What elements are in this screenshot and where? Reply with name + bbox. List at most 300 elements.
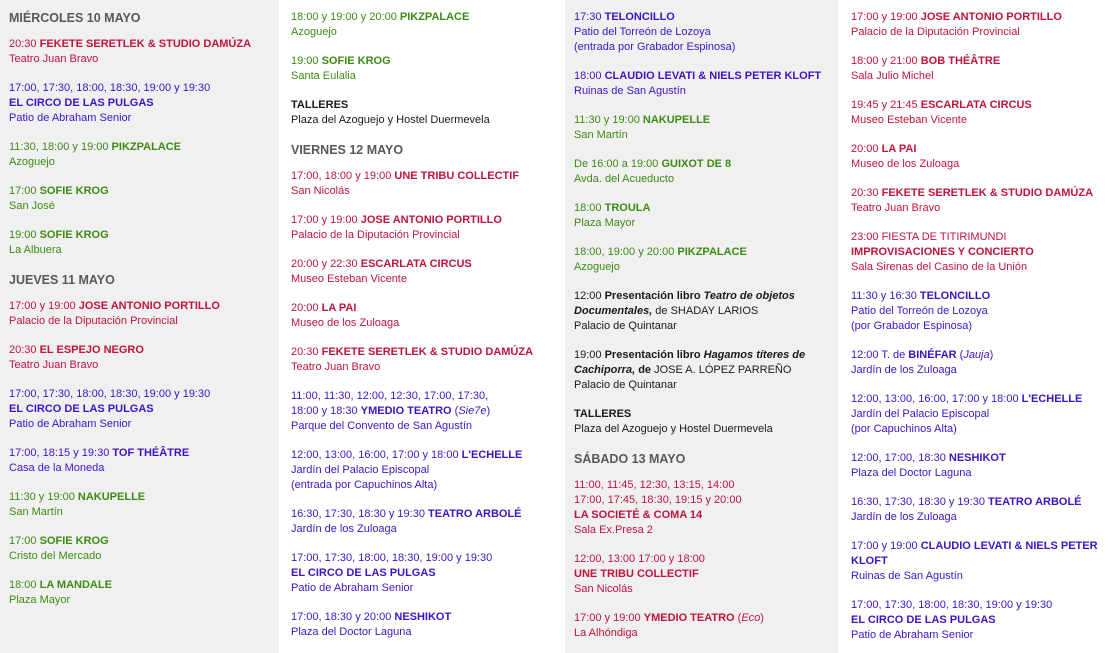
event-text: Teatro Juan Bravo xyxy=(851,202,941,214)
event-title-text: LA SOCIETÉ & COMA 14 xyxy=(574,509,703,521)
event-detail-line xyxy=(9,417,273,432)
event-header-line xyxy=(851,451,1108,466)
event-header-line xyxy=(851,289,1108,304)
event-header-line xyxy=(291,213,555,228)
event-text: 17:00 xyxy=(9,185,40,197)
event-header-line xyxy=(851,348,1108,363)
event-text: Sie7e xyxy=(458,405,487,417)
event-text: ) xyxy=(760,612,764,624)
event-text: Palacio de la Diputación Provincial xyxy=(291,229,460,241)
event-text: Sala Julio Michel xyxy=(851,70,934,82)
event-text: ( xyxy=(956,349,964,361)
event-title-text: GUIXOT DE 8 xyxy=(661,158,732,170)
schedule-column-4 xyxy=(842,0,1114,653)
event-detail-line xyxy=(574,40,832,55)
event-header-line xyxy=(291,389,555,404)
event-detail-line xyxy=(9,111,273,126)
event-text: Plaza Mayor xyxy=(9,594,71,606)
event-text: Palacio de Quintanar xyxy=(574,320,677,332)
event-text: 17:00 y 19:00 xyxy=(851,540,921,552)
event-text: (por Grabador Espinosa) xyxy=(851,320,973,332)
event-text: 11:30, 18:00 y 19:00 xyxy=(9,141,112,153)
event-title-text: Hagamos títeres de xyxy=(703,349,806,361)
event-text: de SHADAY LARIOS xyxy=(652,305,759,317)
event-header-line xyxy=(851,142,1108,157)
event-title-text: TEATRO ARBOLÉ xyxy=(428,508,522,520)
event-title-text: Teatro de objetos xyxy=(703,290,795,302)
event-text: 16:30, 17:30, 18:30 y 19:30 xyxy=(851,496,989,508)
event-text: 11:00, 11:30, 12:00, 12:30, 17:00, 17:30, xyxy=(291,390,489,402)
event-text: Palacio de la Diputación Provincial xyxy=(9,315,178,327)
event-detail-line xyxy=(851,407,1108,422)
event-entry xyxy=(9,140,273,170)
event-entry xyxy=(291,551,555,596)
event-header-line xyxy=(851,230,1108,245)
event-title-text: FEKETE SERETLEK & STUDIO DAMÚZA xyxy=(881,187,1094,199)
event-header-line xyxy=(9,578,273,593)
event-detail-line xyxy=(851,554,1108,569)
event-text: Plaza del Doctor Laguna xyxy=(291,626,412,638)
event-detail-line xyxy=(574,567,832,582)
event-entry xyxy=(851,142,1108,172)
event-text: 17:00 y 19:00 xyxy=(574,612,644,624)
event-text: 17:00, 17:30, 18:00, 18:30, 19:00 y 19:30 xyxy=(291,552,493,564)
event-text: 20:00 xyxy=(851,143,882,155)
event-text: De 16:00 a 19:00 xyxy=(574,158,662,170)
event-detail-line xyxy=(851,69,1108,84)
event-detail-line xyxy=(851,113,1108,128)
event-header-line xyxy=(851,495,1108,510)
event-text: (entrada por Grabador Espinosa) xyxy=(574,41,736,53)
event-detail-line xyxy=(851,245,1108,260)
event-text: Palacio de Quintanar xyxy=(574,379,677,391)
event-detail-line xyxy=(851,157,1108,172)
event-text: 23:00 FIESTA DE TITIRIMUNDI xyxy=(851,231,1007,243)
event-detail-line xyxy=(291,228,555,243)
event-detail-line xyxy=(574,260,832,275)
event-text: 19:00 xyxy=(574,349,605,361)
event-text: Jardín de los Zuloaga xyxy=(851,511,957,523)
event-text: 18:00 xyxy=(574,70,605,82)
event-text: 18:00 y 19:00 y 20:00 xyxy=(291,11,400,23)
event-entry xyxy=(291,389,555,434)
event-detail-line xyxy=(291,113,555,128)
event-entry xyxy=(291,213,555,243)
event-entry xyxy=(9,490,273,520)
event-title-text: SOFIE KROG xyxy=(39,229,109,241)
event-text: 12:00, 13:00, 16:00, 17:00 y 18:00 xyxy=(851,393,1022,405)
event-text: 17:00, 18:30 y 20:00 xyxy=(291,611,395,623)
event-title-text: TROULA xyxy=(604,202,651,214)
event-title-text: NESHIKOT xyxy=(394,611,452,623)
event-detail-line xyxy=(574,378,832,393)
event-detail-line xyxy=(851,363,1108,378)
event-text: Museo Esteban Vicente xyxy=(291,273,407,285)
event-text: 17:30 xyxy=(574,11,605,23)
event-entry xyxy=(9,446,273,476)
event-text: Azoguejo xyxy=(574,261,620,273)
event-title-text: JOSE ANTONIO PORTILLO xyxy=(920,11,1062,23)
event-text: Jauja xyxy=(963,349,990,361)
event-text: 17:00, 17:30, 18:00, 18:30, 19:00 y 19:30 xyxy=(9,82,211,94)
event-text: Patio de Abraham Senior xyxy=(291,582,414,594)
event-text: La Alhóndiga xyxy=(574,627,638,639)
event-entry xyxy=(574,407,832,437)
event-detail-line xyxy=(574,84,832,99)
event-detail-line xyxy=(574,319,832,334)
event-detail-line xyxy=(574,508,832,523)
event-detail-line xyxy=(9,243,273,258)
event-entry xyxy=(9,343,273,373)
event-header-line xyxy=(291,345,555,360)
event-title-text: UNE TRIBU COLLECTIF xyxy=(394,170,520,182)
event-text: 18:00 xyxy=(574,202,605,214)
event-title-text: BOB THÉÂTRE xyxy=(920,55,1001,67)
event-text: San Nicolás xyxy=(574,583,633,595)
event-text: 19:00 xyxy=(9,229,40,241)
event-entry xyxy=(291,448,555,493)
event-text: 12:00, 17:00, 18:30 xyxy=(851,452,949,464)
event-text: 18:00, 19:00 y 20:00 xyxy=(574,246,678,258)
event-title-text: NAKUPELLE xyxy=(642,114,711,126)
event-text: Eco xyxy=(741,612,761,624)
event-text: Sala Ex.Presa 2 xyxy=(574,524,653,536)
event-title-text: JOSE ANTONIO PORTILLO xyxy=(360,214,502,226)
event-text: ) xyxy=(989,349,994,361)
event-text: 17:00, 17:30, 18:00, 18:30, 19:00 y 19:30 xyxy=(851,599,1053,611)
event-text: 12:00 T. de xyxy=(851,349,909,361)
event-text: 11:30 y 19:00 xyxy=(574,114,643,126)
event-text: 16:30, 17:30, 18:30 y 19:30 xyxy=(291,508,429,520)
event-detail-line xyxy=(851,628,1108,643)
event-text: Ruinas de San Agustín xyxy=(851,570,963,582)
event-detail-line xyxy=(291,272,555,287)
event-header-line xyxy=(291,507,555,522)
event-title-text: PIKZPALACE xyxy=(677,246,747,258)
event-text: 19:45 y 21:45 xyxy=(851,99,921,111)
event-detail-line xyxy=(851,319,1108,334)
event-text: Plaza del Doctor Laguna xyxy=(851,467,972,479)
event-title-text: de xyxy=(635,364,652,376)
event-detail-line xyxy=(291,478,555,493)
event-text: ( xyxy=(451,405,459,417)
event-header-line xyxy=(9,37,273,52)
event-title-text: LA PAI xyxy=(321,302,357,314)
event-text: 20:30 xyxy=(291,346,322,358)
event-text: Patio de Abraham Senior xyxy=(851,629,974,641)
event-detail-line xyxy=(291,522,555,537)
event-detail-line xyxy=(291,566,555,581)
event-text: 20:00 xyxy=(291,302,322,314)
event-entry xyxy=(851,289,1108,334)
event-title-text: PIKZPALACE xyxy=(399,11,470,23)
event-entry xyxy=(851,539,1108,584)
event-text: 17:00, 18:00 y 19:00 xyxy=(291,170,395,182)
event-entry xyxy=(291,98,555,128)
event-detail-line xyxy=(9,199,273,214)
event-entry xyxy=(574,201,832,231)
event-entry xyxy=(851,495,1108,525)
event-header-line xyxy=(851,539,1108,554)
event-title-text: EL CIRCO DE LAS PULGAS xyxy=(9,403,154,415)
event-text: Museo de los Zuloaga xyxy=(851,158,960,170)
event-header-line xyxy=(851,10,1108,25)
event-detail-line xyxy=(574,582,832,597)
event-title-text: PIKZPALACE xyxy=(111,141,182,153)
event-text: 18:00 y 18:30 xyxy=(291,405,361,417)
event-detail-line xyxy=(851,304,1108,319)
event-entry xyxy=(291,10,555,40)
event-text: Cristo del Mercado xyxy=(9,550,102,562)
event-header-line xyxy=(9,387,273,402)
event-entry xyxy=(851,392,1108,437)
event-text: JOSE A. LÓPEZ PARREÑO xyxy=(651,364,792,376)
event-text: Plaza Mayor xyxy=(574,217,636,229)
event-detail-line xyxy=(574,363,832,378)
event-text: 17:00 y 19:00 xyxy=(291,214,361,226)
event-text: Museo Esteban Vicente xyxy=(851,114,967,126)
event-detail-line xyxy=(291,419,555,434)
event-header-line xyxy=(9,343,273,358)
event-detail-line xyxy=(291,625,555,640)
schedule-column-3 xyxy=(565,0,838,653)
event-detail-line xyxy=(9,358,273,373)
event-header-line xyxy=(851,54,1108,69)
event-entry xyxy=(9,81,273,126)
event-entry xyxy=(574,552,832,597)
event-title-text: KLOFT xyxy=(851,555,888,567)
event-header-line xyxy=(9,184,273,199)
day-heading: SÁBADO 13 MAYO xyxy=(574,452,686,466)
event-text: La Albuera xyxy=(9,244,62,256)
event-text: 20:30 xyxy=(9,38,40,50)
event-text: 20:00 y 22:30 xyxy=(291,258,361,270)
event-entry xyxy=(851,230,1108,275)
event-detail-line xyxy=(851,613,1108,628)
event-header-line xyxy=(9,81,273,96)
event-text: San Martín xyxy=(9,506,63,518)
event-text: Plaza del Azoguejo y Hostel Duermevela xyxy=(291,114,490,126)
event-text: Teatro Juan Bravo xyxy=(9,359,99,371)
event-detail-line xyxy=(574,216,832,231)
day-heading: VIERNES 12 MAYO xyxy=(291,143,404,157)
day-heading: JUEVES 11 MAYO xyxy=(9,273,115,287)
event-detail-line xyxy=(574,172,832,187)
event-detail-line xyxy=(574,626,832,641)
event-entry xyxy=(851,451,1108,481)
event-detail-line xyxy=(574,304,832,319)
event-detail-line xyxy=(9,593,273,608)
event-detail-line xyxy=(291,463,555,478)
event-text: 17:00 xyxy=(9,535,40,547)
event-entry xyxy=(291,257,555,287)
event-text: Sala Sirenas del Casino de la Unión xyxy=(851,261,1028,273)
event-title-text: TEATRO ARBOLÉ xyxy=(988,496,1082,508)
event-title-text: LA MANDALE xyxy=(39,579,112,591)
event-entry xyxy=(9,534,273,564)
event-text: Plaza del Azoguejo y Hostel Duermevela xyxy=(574,423,773,435)
event-header-line xyxy=(574,348,832,363)
event-header-line xyxy=(574,113,832,128)
event-text: 17:00, 17:45, 18:30, 19:15 y 20:00 xyxy=(574,494,742,506)
event-entry xyxy=(9,299,273,329)
event-text: Parque del Convento de San Agustín xyxy=(291,420,473,432)
event-header-line xyxy=(291,301,555,316)
event-header-line xyxy=(291,98,555,113)
event-title-text: EL CIRCO DE LAS PULGAS xyxy=(291,567,436,579)
event-title-text: EL ESPEJO NEGRO xyxy=(39,344,144,356)
event-title-text: FEKETE SERETLEK & STUDIO DAMÚZA xyxy=(39,38,252,50)
day-heading: MIÉRCOLES 10 MAYO xyxy=(9,11,141,25)
event-entry xyxy=(9,228,273,258)
event-detail-line xyxy=(851,510,1108,525)
event-header-line xyxy=(9,446,273,461)
schedule-column-1 xyxy=(0,0,279,653)
event-detail-line xyxy=(9,505,273,520)
event-detail-line xyxy=(851,260,1108,275)
event-header-line xyxy=(291,169,555,184)
event-entry xyxy=(291,169,555,199)
event-header-line xyxy=(291,610,555,625)
event-entry xyxy=(291,345,555,375)
event-detail-line xyxy=(9,52,273,67)
event-text: San Nicolás xyxy=(291,185,350,197)
event-header-line xyxy=(574,245,832,260)
event-header-line xyxy=(851,98,1108,113)
event-text: 17:00, 18:15 y 19:30 xyxy=(9,447,113,459)
event-text: 11:30 y 16:30 xyxy=(851,290,920,302)
event-detail-line xyxy=(291,581,555,596)
event-text: Palacio de la Diputación Provincial xyxy=(851,26,1020,38)
event-detail-line xyxy=(851,201,1108,216)
event-header-line xyxy=(291,257,555,272)
event-text: Museo de los Zuloaga xyxy=(291,317,400,329)
event-header-line xyxy=(851,186,1108,201)
event-entry xyxy=(851,186,1108,216)
event-title-text: SOFIE KROG xyxy=(39,185,109,197)
event-header-line xyxy=(9,534,273,549)
event-detail-line xyxy=(851,569,1108,584)
event-header-line xyxy=(851,598,1108,613)
event-text: Patio de Abraham Senior xyxy=(9,112,132,124)
event-detail-line xyxy=(291,404,555,419)
event-entry xyxy=(574,113,832,143)
event-entry xyxy=(9,387,273,432)
event-header-line xyxy=(851,392,1108,407)
event-text: Azoguejo xyxy=(291,26,337,38)
event-title-text: SOFIE KROG xyxy=(321,55,391,67)
event-detail-line xyxy=(574,493,832,508)
event-entry xyxy=(9,578,273,608)
event-text: Casa de la Moneda xyxy=(9,462,105,474)
event-title-text: L'ECHELLE xyxy=(1021,393,1083,405)
event-entry xyxy=(9,184,273,214)
event-detail-line xyxy=(291,25,555,40)
event-entry xyxy=(574,10,832,55)
event-text: Santa Eulalia xyxy=(291,70,356,82)
event-text: 17:00 y 19:00 xyxy=(851,11,921,23)
event-title-text: YMEDIO TEATRO xyxy=(643,612,735,624)
event-title-text: NESHIKOT xyxy=(948,452,1006,464)
event-title-text: Documentales, xyxy=(574,305,653,317)
event-detail-line xyxy=(851,422,1108,437)
event-title-text: CLAUDIO LEVATI & NIELS PETER KLOFT xyxy=(604,70,822,82)
event-detail-line xyxy=(9,402,273,417)
event-text: 18:00 y 21:00 xyxy=(851,55,921,67)
event-detail-line xyxy=(9,549,273,564)
event-header-line xyxy=(574,407,832,422)
event-title-text: TOF THÉÂTRE xyxy=(112,447,190,459)
event-text: San Martín xyxy=(574,129,628,141)
event-title-text: YMEDIO TEATRO xyxy=(360,405,452,417)
event-text: 11:30 y 19:00 xyxy=(9,491,78,503)
event-header-line xyxy=(291,54,555,69)
event-entry xyxy=(574,157,832,187)
event-entry xyxy=(291,54,555,84)
event-detail-line xyxy=(291,69,555,84)
event-title-text: UNE TRIBU COLLECTIF xyxy=(574,568,699,580)
event-title-text: TELONCILLO xyxy=(919,290,991,302)
event-entry xyxy=(851,598,1108,643)
event-detail-line xyxy=(291,184,555,199)
event-title-text: CLAUDIO LEVATI & NIELS PETER xyxy=(920,540,1098,552)
event-text: ( xyxy=(734,612,742,624)
event-title-text: Cachiporra, xyxy=(574,364,636,376)
event-detail-line xyxy=(574,128,832,143)
event-title-text: JOSE ANTONIO PORTILLO xyxy=(78,300,220,312)
event-header-line xyxy=(9,490,273,505)
event-entry xyxy=(851,98,1108,128)
event-text: 19:00 xyxy=(291,55,322,67)
event-entry xyxy=(851,54,1108,84)
event-text: Patio de Abraham Senior xyxy=(9,418,132,430)
event-header-line xyxy=(574,201,832,216)
event-detail-line xyxy=(9,461,273,476)
event-header-line xyxy=(574,611,832,626)
event-text: 12:00, 13:00, 16:00, 17:00 y 18:00 xyxy=(291,449,462,461)
event-text: Teatro Juan Bravo xyxy=(9,53,99,65)
event-entry xyxy=(574,348,832,393)
event-detail-line xyxy=(851,466,1108,481)
event-entry xyxy=(851,10,1108,40)
event-header-line xyxy=(574,289,832,304)
event-text: ) xyxy=(486,405,491,417)
event-text: 17:00, 17:30, 18:00, 18:30, 19:00 y 19:30 xyxy=(9,388,211,400)
event-detail-line xyxy=(9,155,273,170)
event-header-line xyxy=(9,228,273,243)
event-title-text: EL CIRCO DE LAS PULGAS xyxy=(851,614,996,626)
event-header-line xyxy=(574,478,832,493)
event-text: Ruinas de San Agustín xyxy=(574,85,686,97)
event-title-text: TALLERES xyxy=(291,99,349,111)
event-title-text: LA PAI xyxy=(881,143,917,155)
event-entry xyxy=(574,69,832,99)
event-title-text: Presentación libro xyxy=(604,290,704,302)
event-header-line xyxy=(291,551,555,566)
event-title-text: ESCARLATA CIRCUS xyxy=(920,99,1032,111)
event-title-text: L'ECHELLE xyxy=(461,449,523,461)
event-text: 11:00, 11:45, 12:30, 13:15, 14:00 xyxy=(574,479,735,491)
event-title-text: Presentación libro xyxy=(604,349,704,361)
event-text: Azoguejo xyxy=(9,156,55,168)
event-title-text: NAKUPELLE xyxy=(77,491,146,503)
event-entry xyxy=(291,507,555,537)
event-detail-line xyxy=(574,422,832,437)
event-entry xyxy=(851,348,1108,378)
event-entry xyxy=(574,478,832,538)
event-text: 12:00, 13:00 17:00 y 18:00 xyxy=(574,553,705,565)
event-entry xyxy=(574,245,832,275)
